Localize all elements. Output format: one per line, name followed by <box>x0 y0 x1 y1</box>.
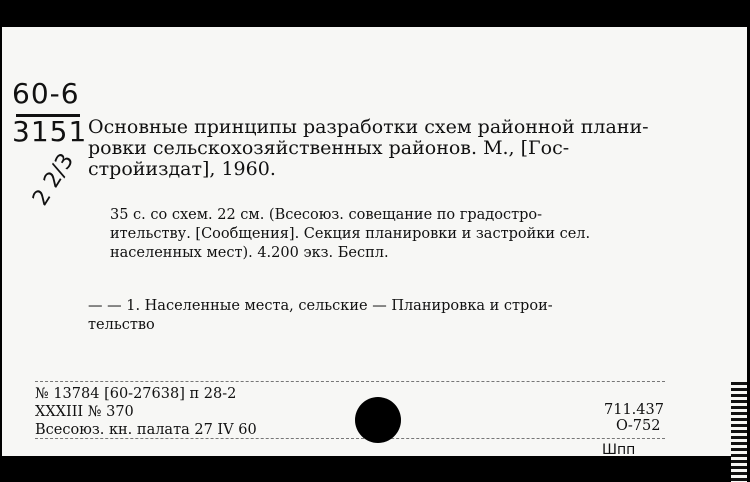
title-line: Основные принципы разработки схем районной плани- <box>88 116 649 138</box>
chamber-date: Всесоюз. кн. палата 27 IV 60 <box>35 422 257 438</box>
title-line: ровки сельскохозяйственных районов. М., [Гос- <box>88 137 570 159</box>
registration-number: № 13784 [60-27638] п 28-2 <box>35 386 237 402</box>
punch-hole <box>355 397 401 443</box>
subject-line: — — 1. Населенные места, сельские — Планировка и строи- <box>88 298 553 314</box>
divider-line <box>35 381 665 382</box>
collation-block <box>110 206 665 263</box>
subject-line: тельство <box>88 317 155 333</box>
subject-heading <box>88 297 665 335</box>
handwritten-call-number-bottom: 3151 <box>12 115 88 148</box>
collation-line: населенных мест). 4.200 экз. Беспл. <box>110 245 389 261</box>
udc-code: 711.437 <box>604 402 664 418</box>
series-number: XXXIII № 370 <box>35 404 134 420</box>
collation-line: ительству. [Сообщения]. Секция планировки и застройки сел. <box>110 226 591 242</box>
handwritten-mark: Шпп <box>602 442 636 458</box>
author-mark: О-752 <box>616 418 661 434</box>
collation-line: 35 с. со схем. 22 см. (Всесоюз. совещание по градостро- <box>110 207 543 223</box>
scan-edge <box>731 382 747 482</box>
card-title <box>88 117 663 180</box>
handwritten-call-number-top: 60-6 <box>12 77 80 110</box>
handwritten-side-note: 2 2/3 <box>28 149 80 211</box>
title-line: стройиздат], 1960. <box>88 158 276 180</box>
catalog-card <box>2 27 747 456</box>
